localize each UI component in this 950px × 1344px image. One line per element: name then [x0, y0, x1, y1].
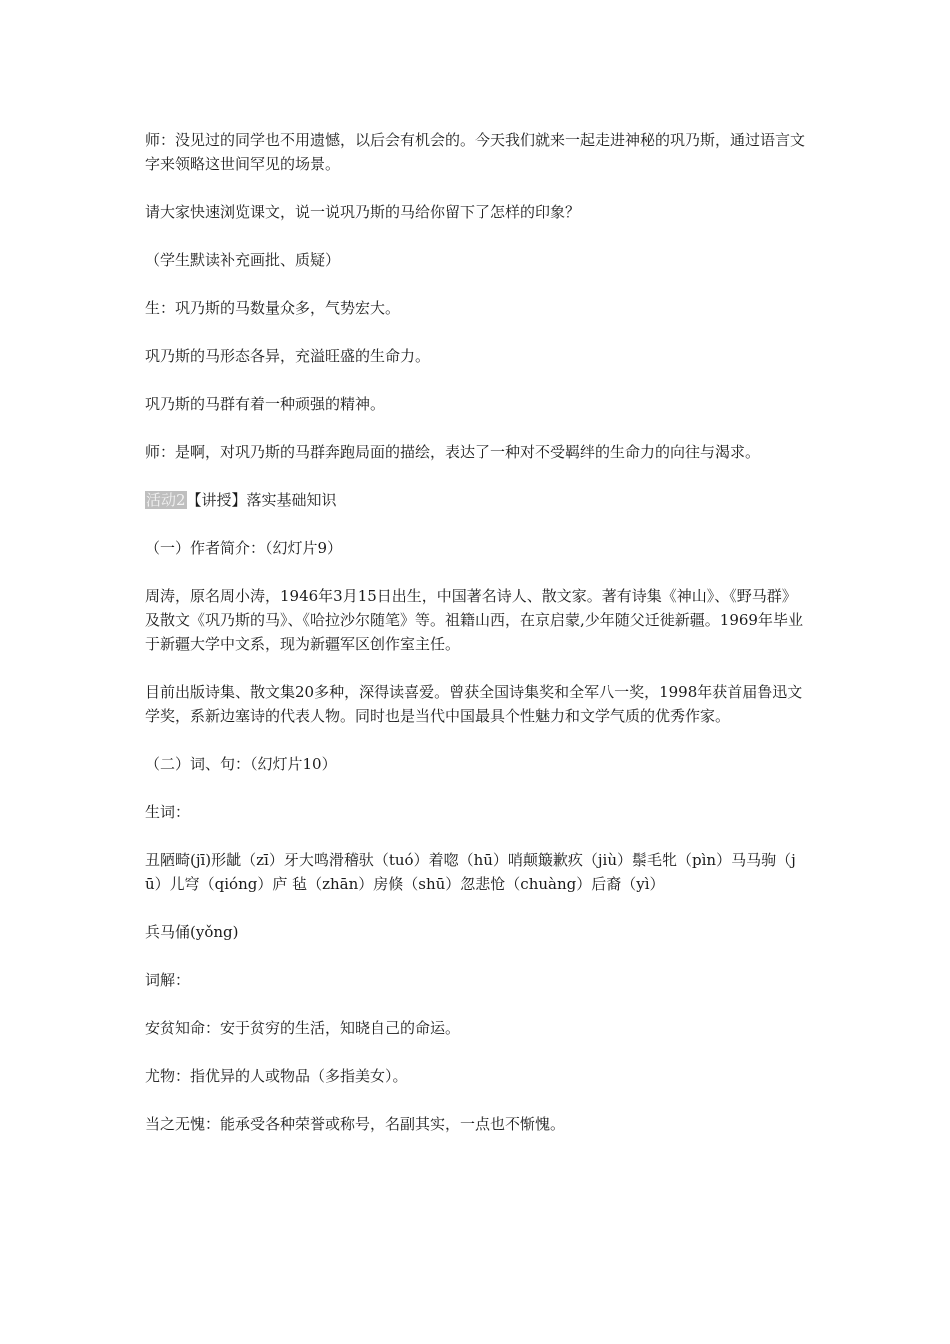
definitions-label: 词解： [145, 971, 191, 989]
activity-heading [145, 488, 810, 512]
teacher-summary-paragraph: 师：是啊，对巩乃斯的马群奔跑局面的描绘，表达了一种对不受羁绊的生命力的向往与渴求。 [145, 443, 761, 461]
activity-label: 活动2 [146, 491, 186, 509]
student-answer-2: 巩乃斯的马形态各异，充溢旺盛的生命力。 [145, 347, 431, 365]
author-awards-paragraph: 目前出版诗集、散文集20多种，深得读喜爱。曾获全国诗集奖和全军八一奖，1998年获首届鲁迅文学奖，系新边塞诗的代表人物。同时也是当代中国最具个性魅力和文学气质的优秀作家。 [145, 683, 803, 725]
teacher-intro-paragraph: 师：没见过的同学也不用遗憾，以后会有机会的。今天我们就来一起走进神秘的巩乃斯，通过语言文字来领略这世间罕见的场景。 [145, 131, 806, 173]
new-words-list: 丑陋畸(jī)形龇（zī）牙大鸣滑稽驮（tuó）着唿（hū）哨颠簸歉疚（jiù）鬃毛牝（pìn）马马驹（jū）儿穹（qióng）庐 毡（zhān）房倏（shū）忽悲怆（chuàng）后裔（yì） [145, 851, 796, 893]
activity-title: 【讲授】落实基础知识 [186, 491, 337, 509]
student-activity-note: （学生默读补充画批、质疑） [145, 251, 341, 269]
question-paragraph: 请大家快速浏览课文，说一说巩乃斯的马给你留下了怎样的印象？ [145, 203, 581, 221]
definition-3: 当之无愧：能承受各种荣誉或称号，名副其实，一点也不惭愧。 [145, 1115, 566, 1133]
vocab-section-heading: （二）词、句：（幻灯片10） [145, 755, 337, 773]
new-words-extra: 兵马俑(yǒng) [145, 923, 239, 941]
student-answer-1: 生：巩乃斯的马数量众多，气势宏大。 [145, 299, 401, 317]
definition-2: 尤物：指优异的人或物品（多指美女）。 [145, 1067, 408, 1085]
author-bio-paragraph: 周涛，原名周小涛，1946年3月15日出生，中国著名诗人、散文家。著有诗集《神山》、《野马群》及散文《巩乃斯的马》、《哈拉沙尔随笔》等。祖籍山西，在京启蒙,少年随父迁徙新疆。1969年毕业于新疆大学中文系，现为新疆军区创作室主任。 [145, 587, 803, 653]
definition-1: 安贫知命：安于贫穷的生活，知晓自己的命运。 [145, 1019, 461, 1037]
student-answer-3: 巩乃斯的马群有着一种顽强的精神。 [145, 395, 386, 413]
author-section-heading: （一）作者简介：（幻灯片9） [145, 539, 343, 557]
new-words-label: 生词： [145, 803, 191, 821]
